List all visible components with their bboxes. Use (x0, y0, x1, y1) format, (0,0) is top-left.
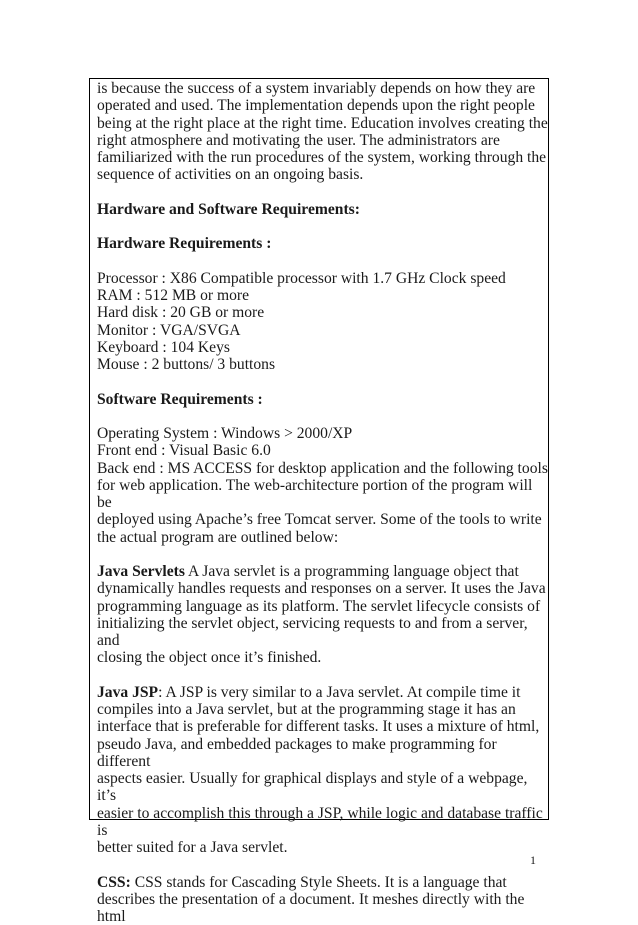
text-line: familiarized with the run procedures of the system, working through the (97, 149, 549, 166)
jsp-term: Java JSP (97, 684, 158, 701)
text-line: initializing the servlet object, servicing requests to and from a server, and (97, 615, 549, 650)
text-line: better suited for a Java servlet. (97, 839, 549, 856)
text-line: aspects easier. Usually for graphical displays and style of a webpage, it’s (97, 770, 549, 805)
text-line: pseudo Java, and embedded packages to make programming for different (97, 736, 549, 771)
intro-paragraph (97, 80, 549, 184)
text-line: closing the object once it’s finished. (97, 649, 549, 666)
hardware-item: Hard disk : 20 GB or more (97, 304, 549, 321)
software-item: Front end : Visual Basic 6.0 (97, 442, 549, 459)
page-content-frame (89, 78, 549, 820)
hardware-heading: Hardware Requirements : (97, 235, 549, 252)
text-line: compiles into a Java servlet, but at the programming stage it has an (97, 701, 549, 718)
text-line: easier to accomplish this through a JSP, while logic and database traffic is (97, 805, 549, 840)
text-line: dynamically handles requests and responses on a server. It uses the Java (97, 580, 549, 597)
text-line (97, 874, 549, 891)
software-heading: Software Requirements : (97, 391, 549, 408)
text-line: describes the presentation of a document. It meshes directly with the html (97, 891, 549, 925)
text-line: interface that is preferable for different tasks. It uses a mixture of html, (97, 718, 549, 735)
software-item: Operating System : Windows > 2000/XP (97, 425, 549, 442)
css-term: CSS: (97, 874, 131, 891)
text-line: is because the success of a system invariably depends on how they are (97, 80, 549, 97)
text-line: programming language as its platform. The servlet lifecycle consists of (97, 598, 549, 615)
css-first-line: CSS stands for Cascading Style Sheets. It is a language that (131, 874, 507, 891)
hardware-item: Keyboard : 104 Keys (97, 339, 549, 356)
hardware-item: RAM : 512 MB or more (97, 287, 549, 304)
software-item: for web application. The web-architecture portion of the program will be (97, 477, 549, 512)
text-line (97, 684, 549, 701)
text-line (97, 563, 549, 580)
software-list (97, 425, 549, 546)
hardware-item: Mouse : 2 buttons/ 3 buttons (97, 356, 549, 373)
text-line: right atmosphere and motivating the user. The administrators are (97, 132, 549, 149)
jsp-first-line: : A JSP is very similar to a Java servlet. At compile time it (158, 684, 520, 701)
document-body (97, 80, 549, 925)
text-line: operated and used. The implementation depends upon the right people (97, 97, 549, 114)
jsp-paragraph (97, 684, 549, 857)
hardware-item: Processor : X86 Compatible processor with 1.7 GHz Clock speed (97, 270, 549, 287)
software-item: deployed using Apache’s free Tomcat server. Some of the tools to write (97, 511, 549, 528)
software-item: Back end : MS ACCESS for desktop application and the following tools (97, 460, 549, 477)
hw-sw-heading: Hardware and Software Requirements: (97, 201, 549, 218)
software-item: the actual program are outlined below: (97, 529, 549, 546)
text-line: sequence of activities on an ongoing basis. (97, 166, 549, 183)
css-paragraph (97, 874, 549, 925)
hardware-item: Monitor : VGA/SVGA (97, 322, 549, 339)
text-line: being at the right place at the right time. Education involves creating the (97, 115, 549, 132)
servlets-first-line: A Java servlet is a programming language object that (185, 563, 519, 580)
servlets-paragraph (97, 563, 549, 667)
servlets-term: Java Servlets (97, 563, 185, 580)
hardware-list (97, 270, 549, 374)
page-number: 1 (530, 853, 536, 868)
